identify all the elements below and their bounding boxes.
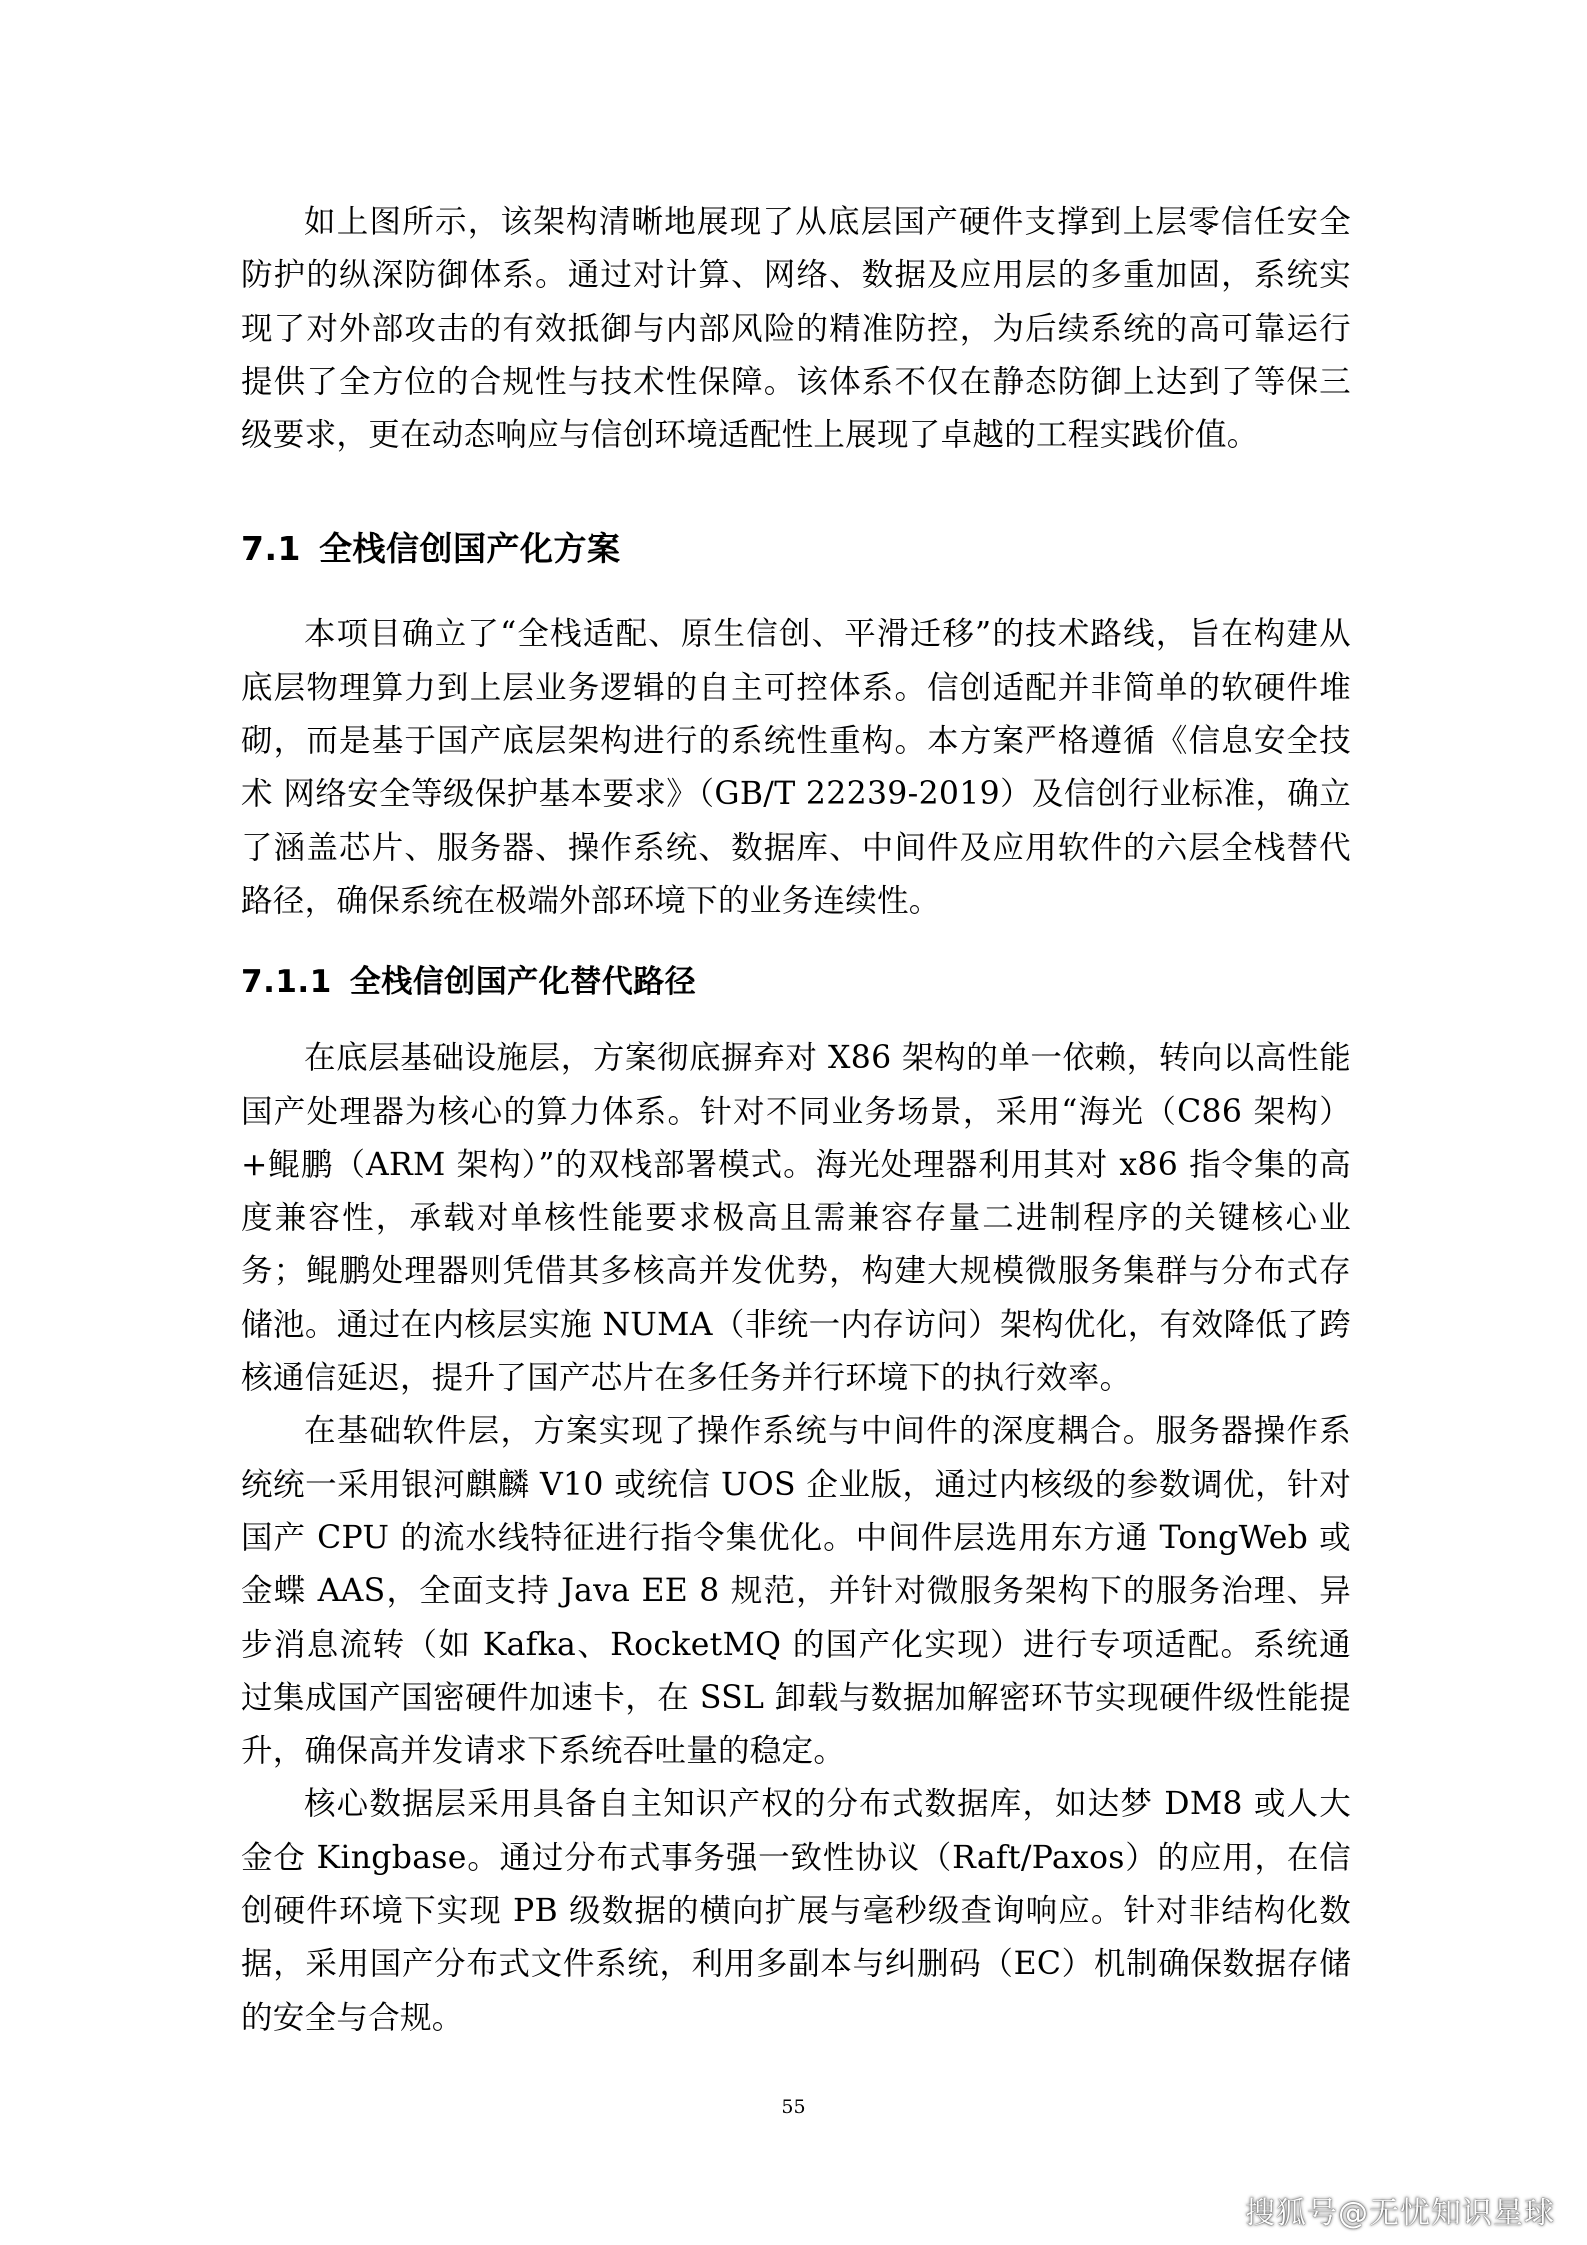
section-paragraph: 本项目确立了“全栈适配、原生信创、平滑迁移”的技术路线，旨在构建从底层物理算力到上层业务逻辑的自主可控体系。信创适配并非简单的软硬件堆砌，而是基于国产底层架构进行的系统性重构。本方案严格遵循《信息安全技术 网络安全等级保护基本要求》（GB/T 22239-2019）及信创行业标准，确立了涵盖芯片、服务器、操作系统、数据库、中间件及应用软件的六层全栈替代路径，确保系统在极端外部环境下的业务连续性。 xyxy=(241,616,1351,919)
page-content xyxy=(241,196,1351,2045)
section-title: 全栈信创国产化方案 xyxy=(318,529,621,569)
watermark-text: 搜狐号@无忧知识星球 xyxy=(1245,2196,1555,2231)
page-number: 55 xyxy=(781,2096,806,2118)
section-number: 7.1 xyxy=(241,529,301,569)
subsection-number: 7.1.1 xyxy=(241,964,332,1001)
subsection-title: 全栈信创国产化替代路径 xyxy=(349,964,697,1001)
subsection-heading xyxy=(241,958,1351,1006)
body-paragraph-base-software: 在基础软件层，方案实现了操作系统与中间件的深度耦合。服务器操作系统统一采用银河麒麟 V10 或统信 UOS 企业版，通过内核级的参数调优，针对国产 CPU 的流水线特征进行指令集优化。中间件层选用东方通 TongWeb 或金蝶 AAS，全面支持 Java EE 8 规范，并针对微服务架构下的服务治理、异步消息流转（如 Kafka、RocketMQ 的国产化实现）进行专项适配。系统通过集成国产国密硬件加速卡，在 SSL 卸载与数据加解密环节实现硬件级性能提升，确保高并发请求下系统吞吐量的稳定。 xyxy=(241,1413,1351,1770)
intro-paragraph: 如上图所示，该架构清晰地展现了从底层国产硬件支撑到上层零信任安全防护的纵深防御体系。通过对计算、网络、数据及应用层的多重加固，系统实现了对外部攻击的有效抵御与内部风险的精准防控，为后续系统的高可靠运行提供了全方位的合规性与技术性保障。该体系不仅在静态防御上达到了等保三级要求，更在动态响应与信创环境适配性上展现了卓越的工程实践价值。 xyxy=(241,204,1351,454)
body-paragraph-infrastructure: 在底层基础设施层，方案彻底摒弃对 X86 架构的单一依赖，转向以高性能国产处理器为核心的算力体系。针对不同业务场景，采用“海光（C86 架构）+鲲鹏（ARM 架构）”的双栈部署模式。海光处理器利用其对 x86 指令集的高度兼容性，承载对单核性能要求极高且需兼容存量二进制程序的关键核心业务；鲲鹏处理器则凭借其多核高并发优势，构建大规模微服务集群与分布式存储池。通过在内核层实施 NUMA（非统一内存访问）架构优化，有效降低了跨核通信延迟，提升了国产芯片在多任务并行环境下的执行效率。 xyxy=(241,1040,1351,1397)
body-paragraph-data-layer: 核心数据层采用具备自主知识产权的分布式数据库，如达梦 DM8 或人大金仓 Kingbase。通过分布式事务强一致性协议（Raft/Paxos）的应用，在信创硬件环境下实现 PB 级数据的横向扩展与毫秒级查询响应。针对非结构化数据，采用国产分布式文件系统，利用多副本与纠删码（EC）机制确保数据存储的安全与合规。 xyxy=(241,1786,1351,2036)
section-heading xyxy=(241,524,1351,574)
